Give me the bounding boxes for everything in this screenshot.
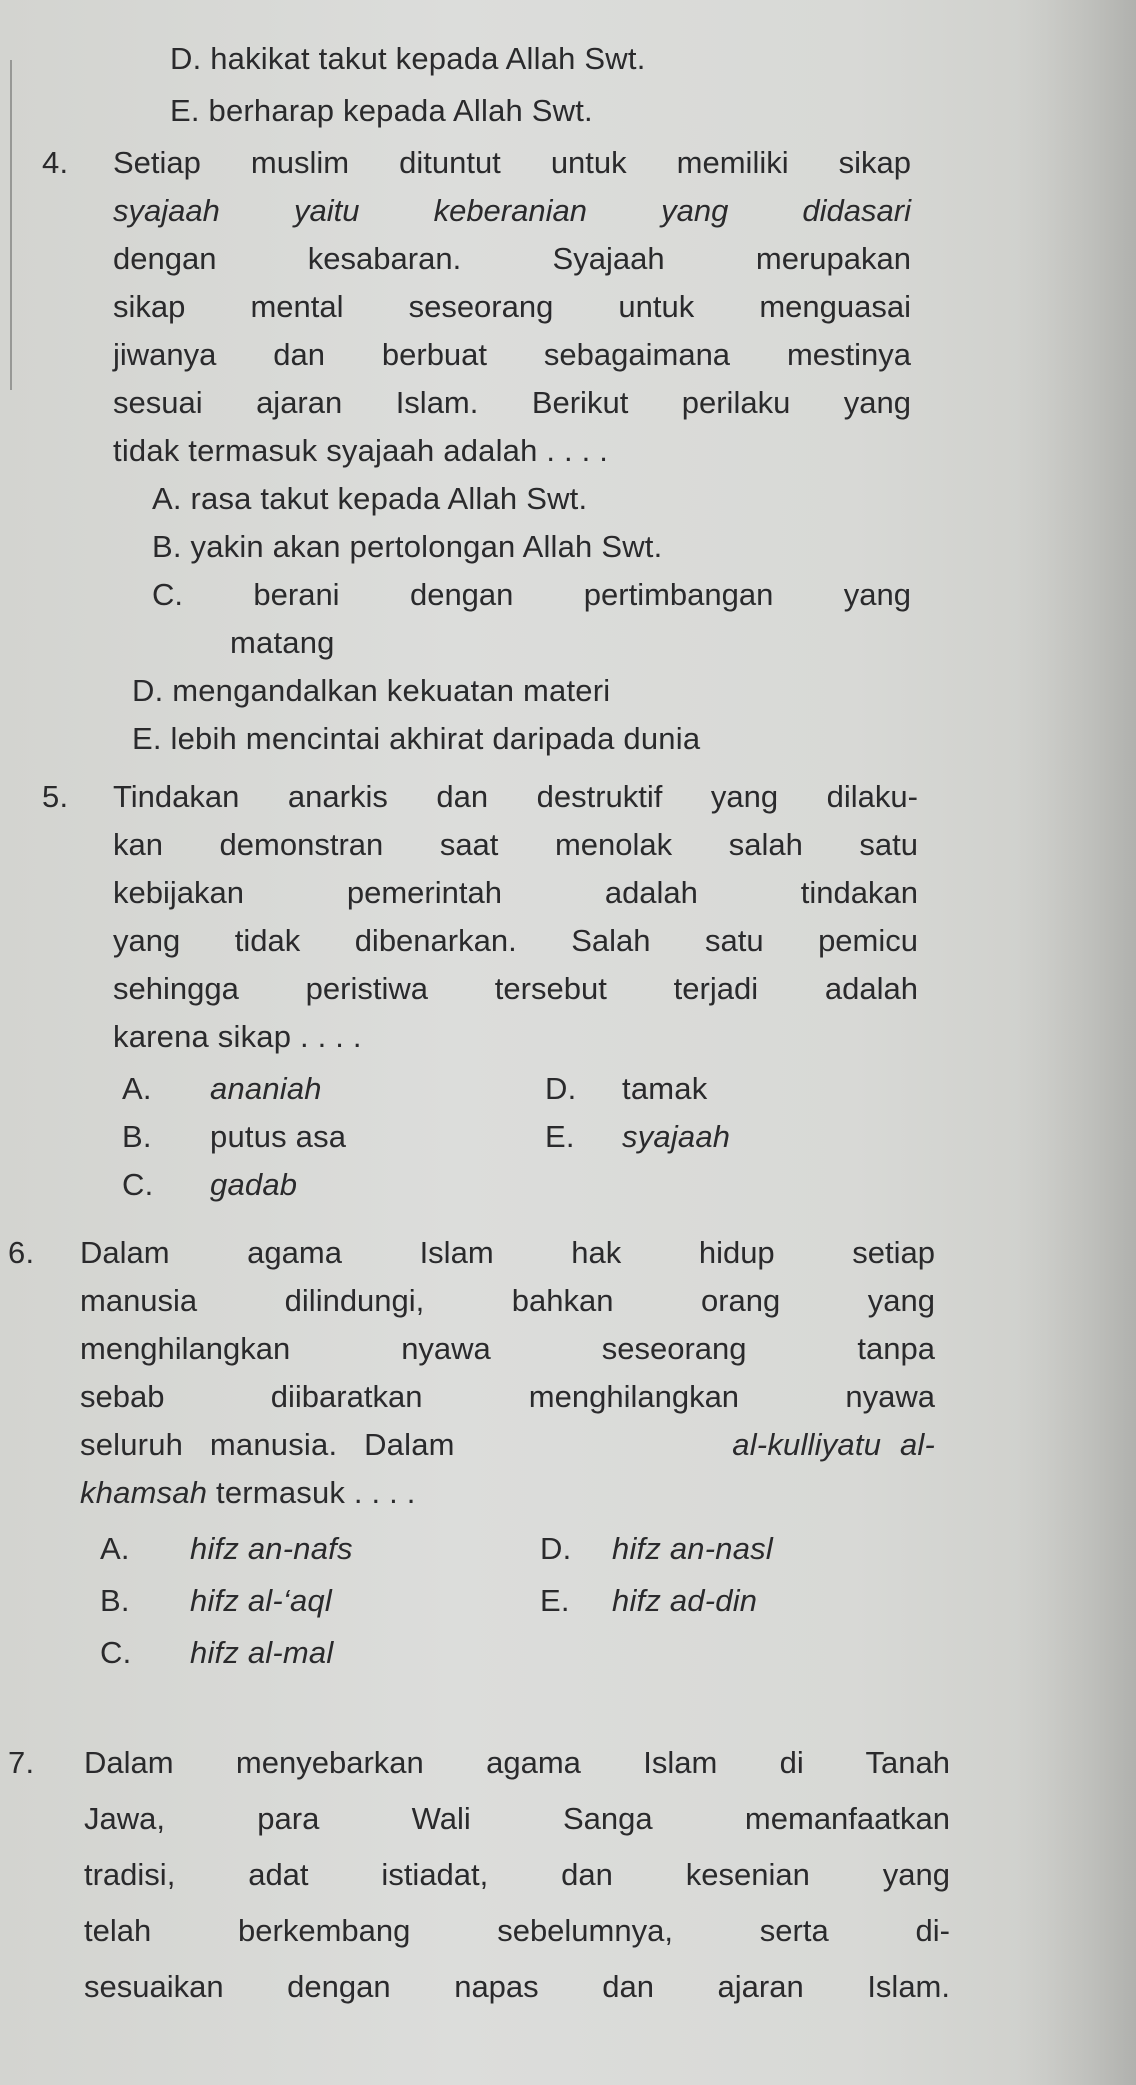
q6-option-d-letter: D. <box>540 1531 572 1566</box>
q6-line-5-italic: al-kulliyatu al- <box>732 1427 935 1462</box>
q4-option-c: C. berani dengan pertimbangan yang <box>152 577 911 612</box>
page-edge-line <box>10 60 12 390</box>
q4-line-1: Setiap muslim dituntut untuk memiliki sikap <box>113 145 911 180</box>
q6-line-6 <box>80 1474 416 1512</box>
q3-option-e: E. berharap kepada Allah Swt. <box>170 93 593 128</box>
q6-option-d-text: hifz an-nasl <box>612 1531 773 1566</box>
q6-option-e-text: hifz ad-din <box>612 1583 758 1618</box>
q6-number: 6. <box>8 1235 35 1270</box>
q5-line-2: kan demonstran saat menolak salah satu <box>113 827 918 862</box>
q6-option-e-letter: E. <box>540 1583 570 1618</box>
q6-line-6-rest: termasuk . . . . <box>216 1475 416 1510</box>
q4-option-e: E. lebih mencintai akhirat daripada dunia <box>132 721 701 756</box>
q6-option-c-text: hifz al-mal <box>190 1635 334 1670</box>
q6-line-5-prefix: seluruh manusia. Dalam <box>80 1427 455 1462</box>
q6-option-a-text: hifz an-nafs <box>190 1531 353 1566</box>
q5-option-e-letter: E. <box>545 1119 575 1154</box>
q4-line-6: sesuai ajaran Islam. Berikut perilaku yang <box>113 385 911 420</box>
q6-option-a-letter: A. <box>100 1531 130 1566</box>
q4-line-4: sikap mental seseorang untuk menguasai <box>113 289 911 324</box>
q6-option-b-text: hifz al-‘aql <box>190 1583 332 1618</box>
q4-number: 4. <box>42 145 69 180</box>
q5-line-3: kebijakan pemerintah adalah tindakan <box>113 875 918 910</box>
q7-number: 7. <box>8 1745 35 1780</box>
q4-line-7: tidak termasuk syajaah adalah . . . . <box>113 433 609 468</box>
q4-line-5: jiwanya dan berbuat sebagaimana mestinya <box>113 337 911 372</box>
q4-line-3: dengan kesabaran. Syajaah merupakan <box>113 241 911 276</box>
q5-line-6: karena sikap . . . . <box>113 1019 362 1054</box>
q4-line-2 <box>113 192 911 230</box>
q6-line-6-italic: khamsah <box>80 1475 208 1510</box>
q5-option-c-text: gadab <box>210 1167 298 1202</box>
q4-option-d: D. mengandalkan kekuatan materi <box>132 673 611 708</box>
q4-option-b: B. yakin akan pertolongan Allah Swt. <box>152 529 663 564</box>
q6-line-5 <box>80 1426 935 1464</box>
q6-option-b-letter: B. <box>100 1583 130 1618</box>
q5-option-d-letter: D. <box>545 1071 577 1106</box>
page-curve-shadow <box>1016 0 1136 2085</box>
q7-line-2: Jawa, para Wali Sanga memanfaatkan <box>84 1801 950 1836</box>
q5-line-4: yang tidak dibenarkan. Salah satu pemicu <box>113 923 918 958</box>
q5-option-b-letter: B. <box>122 1119 152 1154</box>
q5-option-a-text: ananiah <box>210 1071 322 1106</box>
q4-line-2-text: syajaah yaitu keberanian yang didasari <box>113 193 911 228</box>
q6-line-4: sebab diibaratkan menghilangkan nyawa <box>80 1379 935 1414</box>
q5-option-d-text: tamak <box>622 1071 708 1106</box>
q5-number: 5. <box>42 779 69 814</box>
q7-line-3: tradisi, adat istiadat, dan kesenian yang <box>84 1857 950 1892</box>
q6-line-1: Dalam agama Islam hak hidup setiap <box>80 1235 935 1270</box>
q4-option-a: A. rasa takut kepada Allah Swt. <box>152 481 588 516</box>
q5-line-1: Tindakan anarkis dan destruktif yang dilaku- <box>113 779 918 814</box>
q7-line-1: Dalam menyebarkan agama Islam di Tanah <box>84 1745 950 1780</box>
q5-option-e-text: syajaah <box>622 1119 731 1154</box>
q3-option-d: D. hakikat takut kepada Allah Swt. <box>170 41 646 76</box>
q4-option-c-cont: matang <box>230 625 335 660</box>
q7-line-5: sesuaikan dengan napas dan ajaran Islam. <box>84 1969 950 2004</box>
q5-option-c-letter: C. <box>122 1167 154 1202</box>
q5-option-a-letter: A. <box>122 1071 152 1106</box>
q7-line-4: telah berkembang sebelumnya, serta di- <box>84 1913 950 1948</box>
q6-line-3: menghilangkan nyawa seseorang tanpa <box>80 1331 935 1366</box>
q6-option-c-letter: C. <box>100 1635 132 1670</box>
q5-option-b-text: putus asa <box>210 1119 347 1154</box>
q6-line-2: manusia dilindungi, bahkan orang yang <box>80 1283 935 1318</box>
q5-line-5: sehingga peristiwa tersebut terjadi adalah <box>113 971 918 1006</box>
